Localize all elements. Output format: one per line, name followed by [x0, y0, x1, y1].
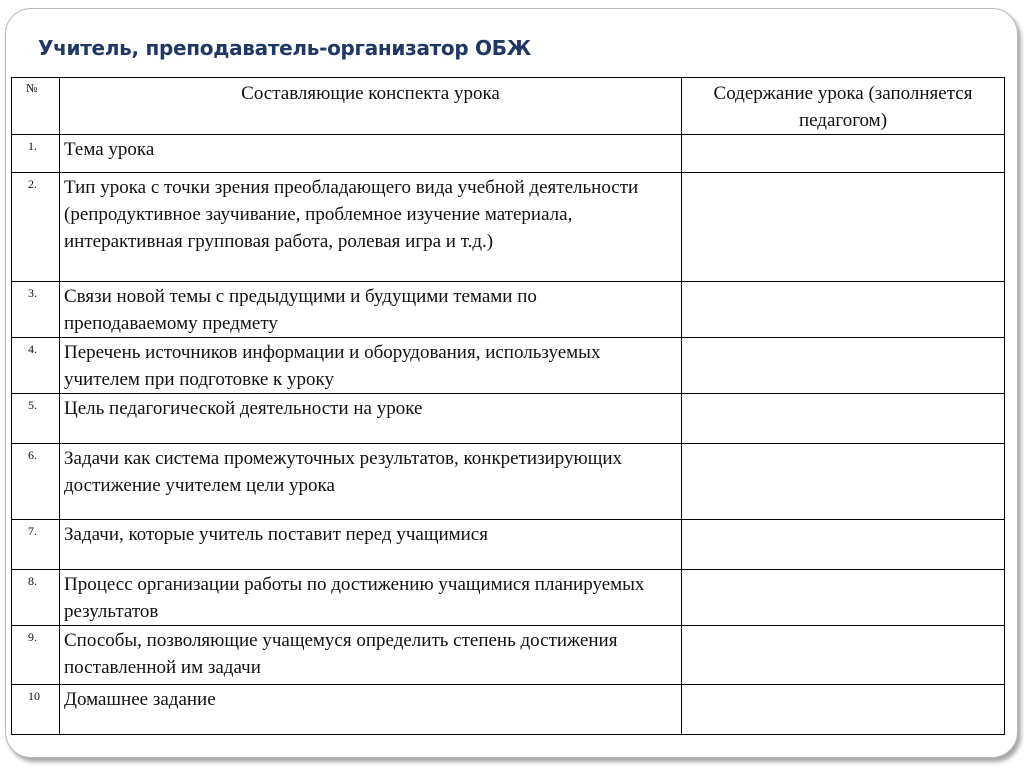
header-component: Составляющие конспекта урока	[60, 78, 682, 135]
header-number: №	[12, 78, 60, 135]
row-content-cell[interactable]	[682, 338, 1005, 394]
row-content-cell[interactable]	[682, 282, 1005, 338]
row-number: 7.	[12, 520, 60, 570]
row-component: Задачи как система промежуточных результатов, конкретизирующих достижение учителем цели урока	[60, 444, 682, 520]
row-component: Тема урока	[60, 135, 682, 173]
table-row	[12, 338, 1005, 394]
row-content-cell[interactable]	[682, 626, 1005, 685]
row-component: Связи новой темы с предыдущими и будущими темами по преподаваемому предмету	[60, 282, 682, 338]
row-component: Цель педагогической деятельности на уроке	[60, 394, 682, 444]
table-row	[12, 173, 1005, 282]
row-component: Процесс организации работы по достижению учащимися планируемых результатов	[60, 570, 682, 626]
row-component: Способы, позволяющие учащемуся определить степень достижения поставленной им задачи	[60, 626, 682, 685]
row-content-cell[interactable]	[682, 520, 1005, 570]
table-row	[12, 282, 1005, 338]
row-component: Перечень источников информации и оборудования, используемых учителем при подготовке к уроку	[60, 338, 682, 394]
table-row	[12, 685, 1005, 735]
row-content-cell[interactable]	[682, 135, 1005, 173]
row-number: 5.	[12, 394, 60, 444]
table-row	[12, 135, 1005, 173]
row-number: 1.	[12, 135, 60, 173]
row-component: Домашнее задание	[60, 685, 682, 735]
lesson-plan-table	[11, 77, 1005, 735]
table-row	[12, 520, 1005, 570]
row-content-cell[interactable]	[682, 570, 1005, 626]
row-number: 9.	[12, 626, 60, 685]
table-row	[12, 626, 1005, 685]
row-number: 4.	[12, 338, 60, 394]
page-title: Учитель, преподаватель-организатор ОБЖ	[38, 36, 531, 60]
row-content-cell[interactable]	[682, 173, 1005, 282]
row-component: Тип урока с точки зрения преобладающего вида учебной деятельности (репродуктивное заучивание, проблемное изучение материала, интерактивная групповая работа, ролевая игра и т.д.)	[60, 173, 682, 282]
header-content: Содержание урока (заполняется педагогом)	[682, 78, 1005, 135]
table-row	[12, 570, 1005, 626]
table-row	[12, 444, 1005, 520]
row-number: 6.	[12, 444, 60, 520]
row-content-cell[interactable]	[682, 394, 1005, 444]
row-number: 8.	[12, 570, 60, 626]
table-row	[12, 394, 1005, 444]
row-number: 2.	[12, 173, 60, 282]
table-header-row	[12, 78, 1005, 135]
row-content-cell[interactable]	[682, 444, 1005, 520]
row-component: Задачи, которые учитель поставит перед учащимися	[60, 520, 682, 570]
row-number: 10	[12, 685, 60, 735]
row-content-cell[interactable]	[682, 685, 1005, 735]
row-number: 3.	[12, 282, 60, 338]
